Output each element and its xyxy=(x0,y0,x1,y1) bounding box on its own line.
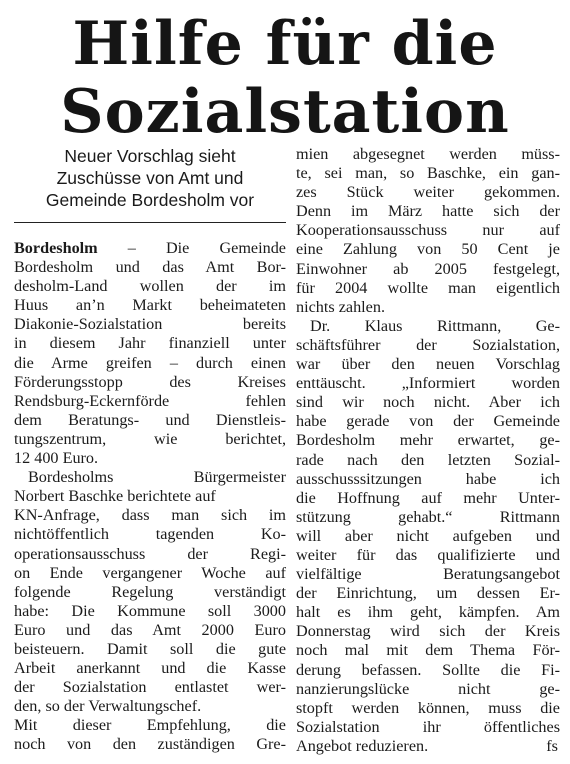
headline-line-1: Hilfe für die xyxy=(72,9,498,79)
headline xyxy=(0,10,570,146)
text-line: rade nach den letzten Sozial- xyxy=(296,450,560,469)
text-line: on Ende vergangener Woche auf xyxy=(14,563,286,582)
text-line: den, so der Verwaltungschef. xyxy=(14,697,202,716)
text-line: operationsausschuss der Regi- xyxy=(14,544,286,563)
text-line: 12 400 Euro. xyxy=(14,449,99,468)
text-line: nichtöffentlich tagenden Ko- xyxy=(14,525,286,544)
text-line: Arbeit anerkannt und die Kasse xyxy=(14,659,286,678)
headline-line-2: Sozialstation xyxy=(60,77,510,147)
text-line: Denn im März hatte sich der xyxy=(296,202,560,221)
text-line: Angebot reduzieren. fs xyxy=(296,736,558,755)
text-line: stopft werden können, muss die xyxy=(296,698,560,717)
text-line: vielfältige Beratungsangebot xyxy=(296,565,560,584)
dateline: Bordesholm xyxy=(14,239,98,257)
text-line: nanzierungslücke nicht ge- xyxy=(296,679,560,698)
text-line: noch mal mit dem Thema För- xyxy=(296,641,560,660)
text-line: te, sei man, so Baschke, ein gan- xyxy=(296,164,560,183)
text-line: desholm-Land wollen der im xyxy=(14,277,286,296)
text-line: tungszentrum, wie berichtet, xyxy=(14,429,286,448)
text-line: Rendsburg-Eckernförde fehlen xyxy=(14,391,286,410)
text-line: Bordesholms Bürgermeister xyxy=(28,468,286,487)
text-line: nichts zahlen. xyxy=(296,297,385,316)
text-line: eine Zahlung von 50 Cent je xyxy=(296,240,560,259)
text-line: KN-Anfrage, dass man sich im xyxy=(14,506,286,525)
text-line: die Hoffnung auf mehr Unter- xyxy=(296,488,560,507)
text-line: halt es ihm geht, kämpfen. Am xyxy=(296,603,560,622)
text-line: Bordesholm und das Amt Bor- xyxy=(14,258,286,277)
text-line: beisteuern. Damit soll die gute xyxy=(14,639,286,658)
text-line: Einwohner ab 2005 festgelegt, xyxy=(296,259,560,278)
text-line: Sozialstation ihr öffentliches xyxy=(296,717,560,736)
text-line: war über den neuen Vorschlag xyxy=(296,355,560,374)
text-line: folgende Regelung verständigt xyxy=(14,582,286,601)
text-line: der Sozialstation entlastet wer- xyxy=(14,678,286,697)
article-column-left xyxy=(14,239,286,755)
text-line: für 2004 wollte man eigentlich xyxy=(296,278,560,297)
text-line: Euro und das Amt 2000 Euro xyxy=(14,620,286,639)
text-line: ausschusssitzungen habe ich xyxy=(296,469,560,488)
text-line: Diakonie-Sozialstation bereits xyxy=(14,315,286,334)
text-line: Mit dieser Empfehlung, die xyxy=(14,716,286,735)
text-line: derung befassen. Sollte die Fi- xyxy=(296,660,560,679)
text-line: schäftsführer der Sozialstation, xyxy=(296,335,560,354)
text-line: der Einrichtung, um dessen Er- xyxy=(296,584,560,603)
text-line: habe: Die Kommune soll 3000 xyxy=(14,601,286,620)
text-line: noch von den zuständigen Gre- xyxy=(14,735,286,754)
text-line: in diesem Jahr finanziell unter xyxy=(14,334,286,353)
text-line: die Arme greifen – durch einen xyxy=(14,353,286,372)
text-line: stützung gehabt.“ Rittmann xyxy=(296,507,560,526)
text-line: sind wir noch nicht. Aber ich xyxy=(296,393,560,412)
text-line xyxy=(14,239,286,258)
text-line: weiter für das qualifizierte und xyxy=(296,545,560,564)
subhead-divider xyxy=(14,222,286,223)
subheadline xyxy=(14,145,286,211)
text-line: habe gerade von der Gemeinde xyxy=(296,412,560,431)
article-column-right xyxy=(296,145,560,756)
text-line: Kooperationsausschuss nur auf xyxy=(296,221,560,240)
text-line: enttäuscht. „Informiert worden xyxy=(296,374,560,393)
text-line: Bordesholm mehr erwartet, ge- xyxy=(296,431,560,450)
text-line: Donnerstag wird sich der Kreis xyxy=(296,622,560,641)
text-line: Förderungsstopp des Kreises xyxy=(14,372,286,391)
text-line: zes Stück weiter gekommen. xyxy=(296,183,560,202)
text-line: Dr. Klaus Rittmann, Ge- xyxy=(310,316,560,335)
subhead-line-2: Zuschüsse von Amt und xyxy=(56,168,244,188)
text-line: will aber nicht aufgeben und xyxy=(296,526,560,545)
text-line: mien abgesegnet werden müss- xyxy=(296,145,560,163)
text-line: Norbert Baschke berichtete auf xyxy=(14,487,216,506)
text-line: dem Beratungs- und Dienstleis- xyxy=(14,410,286,429)
subhead-line-1: Neuer Vorschlag sieht xyxy=(64,146,236,166)
text-fragment: – Die Gemeinde xyxy=(97,239,286,257)
subhead-line-3: Gemeinde Bordesholm vor xyxy=(45,190,255,210)
text-line: Huus an’n Markt beheimateten xyxy=(14,296,286,315)
author-signature: fs xyxy=(546,736,558,755)
